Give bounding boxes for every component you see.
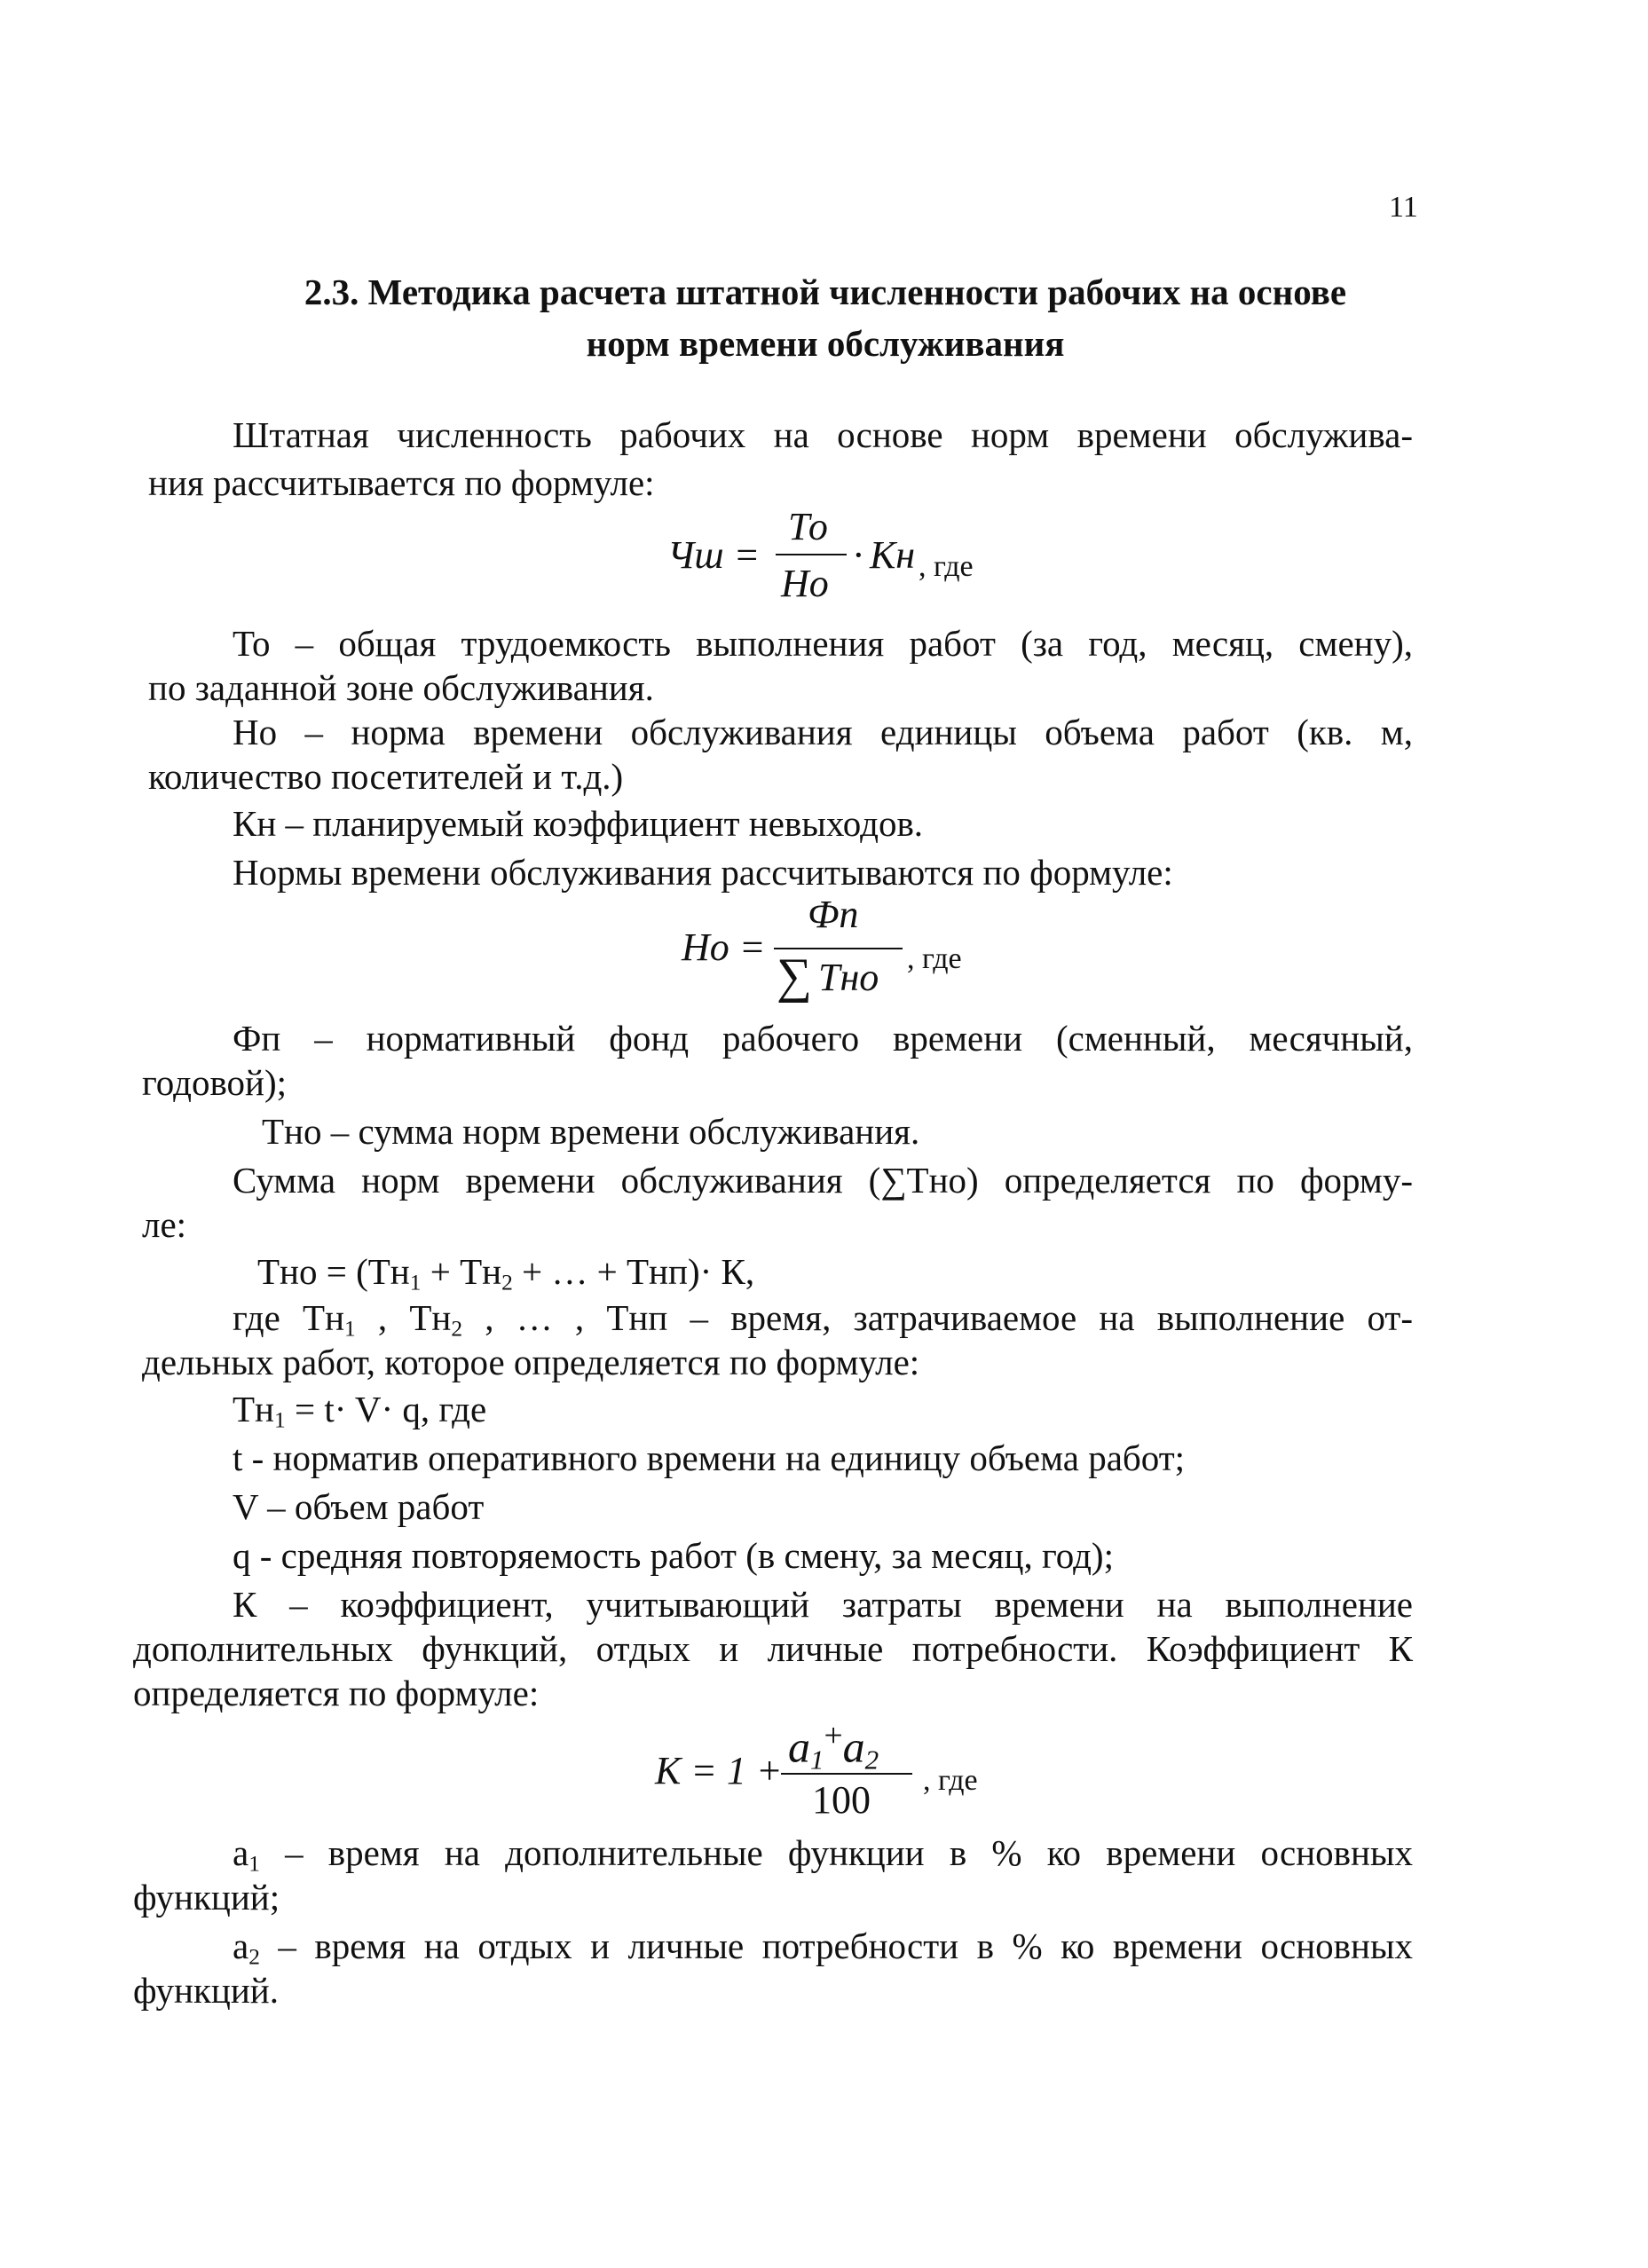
formula2-numerator: Фп (808, 893, 859, 936)
formula3-part-c: + … + Тнп)· К, (512, 1251, 755, 1292)
sum-intro-line-2: ле: (142, 1204, 187, 1245)
def-tn-part-b: , Тн (355, 1297, 452, 1338)
def-v: V – объем работ (233, 1486, 485, 1527)
formula5-a2: a (842, 1721, 865, 1772)
formula5-plus: + (824, 1718, 843, 1754)
formula1-numerator: То (788, 505, 828, 548)
formula3-sub-2: 2 (501, 1270, 513, 1295)
def-t: t - норматив оперативного времени на единицу объема работ; (233, 1437, 1186, 1478)
formula1-lhs: Чш = (667, 533, 761, 577)
formula3-sub-1: 1 (409, 1270, 422, 1295)
formula5-numerator (788, 1717, 879, 1776)
def-a1-part-a: a (233, 1832, 249, 1873)
formula4-sub-1: 1 (274, 1407, 286, 1433)
def-tn-sub-2: 2 (451, 1316, 463, 1342)
norms-intro: Нормы времени обслуживания рассчитываются по формуле: (233, 852, 1173, 893)
def-k-line-2: дополнительных функций, отдых и личные потребности. Коэффициент К (133, 1628, 1413, 1669)
def-a2-part-b: – время на отдых и личные потребности в % ко времени основных (259, 1925, 1413, 1966)
formula3-part-b: + Тн (421, 1251, 502, 1292)
def-fp-line-2: годовой); (142, 1062, 288, 1103)
section-title-line-1: 2.3. Методика расчета штатной численности рабочих на основе (304, 272, 1347, 312)
sum-intro-line-1: Сумма норм времени обслуживания (∑Тно) определяется по форму- (233, 1160, 1413, 1201)
def-tn-sub-1: 1 (344, 1316, 356, 1342)
intro-line-1: Штатная численность рабочих на основе норм времени обслужива- (233, 414, 1413, 455)
formula2-sum-sign: ∑ (777, 949, 812, 1004)
def-a1-sub: 1 (248, 1851, 260, 1877)
formula5-a1: a (788, 1721, 810, 1772)
def-q: q - средняя повторяемость работ (в смену, за месяц, год); (233, 1535, 1114, 1576)
formula1-fraction-bar (776, 554, 847, 555)
def-fp-line-1: Фп – нормативный фонд рабочего времени (сменный, месячный, (233, 1018, 1413, 1059)
def-a1-line-1 (233, 1831, 1413, 1886)
intro-line-2: ния рассчитывается по формуле: (148, 462, 655, 503)
formula5-lhs: К = 1 + (655, 1749, 783, 1792)
def-no-line-1: Но – норма времени обслуживания единицы объема работ (кв. м, (233, 712, 1413, 752)
def-a2-line-1 (233, 1924, 1413, 1979)
def-kn: Кн – планируемый коэффициент невыходов. (233, 803, 924, 844)
page-number: 11 (1389, 191, 1418, 224)
def-tn-part-a: где Тн (233, 1297, 345, 1338)
def-k-line-3: определяется по формуле: (133, 1673, 540, 1713)
def-tn-line-2: дельных работ, которое определяется по формуле: (142, 1342, 920, 1382)
formula5-a1-sub: 1 (810, 1744, 824, 1776)
def-k-line-1: К – коэффициент, учитывающий затраты времени на выполнение (233, 1584, 1413, 1625)
formula1-denominator: Но (781, 562, 829, 605)
formula2-denominator: Тно (818, 956, 879, 999)
def-no-line-2: количество посетителей и т.д.) (148, 756, 624, 797)
def-a2-part-a: a (233, 1925, 249, 1966)
def-tn-part-c: , … , Тнп – время, затрачиваемое на выполнение от- (462, 1297, 1413, 1338)
def-tno: Тно – сумма норм времени обслуживания. (262, 1111, 920, 1152)
def-a1-part-b: – время на дополнительные функции в % ко времени основных (259, 1832, 1413, 1873)
formula4-part-b: = t· V· q, где (285, 1389, 487, 1429)
section-title-line-2: норм времени обслуживания (586, 323, 1065, 364)
formula3-part-a: Тно = (Тн (257, 1251, 410, 1292)
formula1-where: , где (919, 550, 974, 583)
formula4-part-a: Тн (233, 1389, 274, 1429)
formula5-fraction-bar (781, 1773, 912, 1775)
def-a2-line-2: функций. (133, 1970, 279, 2011)
def-to-line-1: То – общая трудоемкость выполнения работ (за год, месяц, смену), (233, 623, 1413, 664)
formula-tn1 (233, 1387, 486, 1442)
formula1-multiply: · (852, 533, 865, 577)
formula5-where: , где (923, 1764, 978, 1797)
formula2-where: , где (907, 942, 962, 975)
formula2-lhs: Но = (682, 925, 766, 969)
def-a1-line-2: функций; (133, 1877, 280, 1918)
formula1-rhs: Кн (870, 533, 916, 577)
def-a2-sub: 2 (248, 1944, 260, 1970)
def-to-line-2: по заданной зоне обслуживания. (148, 667, 654, 708)
formula5-a2-sub: 2 (864, 1744, 879, 1776)
formula5-denominator: 100 (812, 1778, 871, 1822)
